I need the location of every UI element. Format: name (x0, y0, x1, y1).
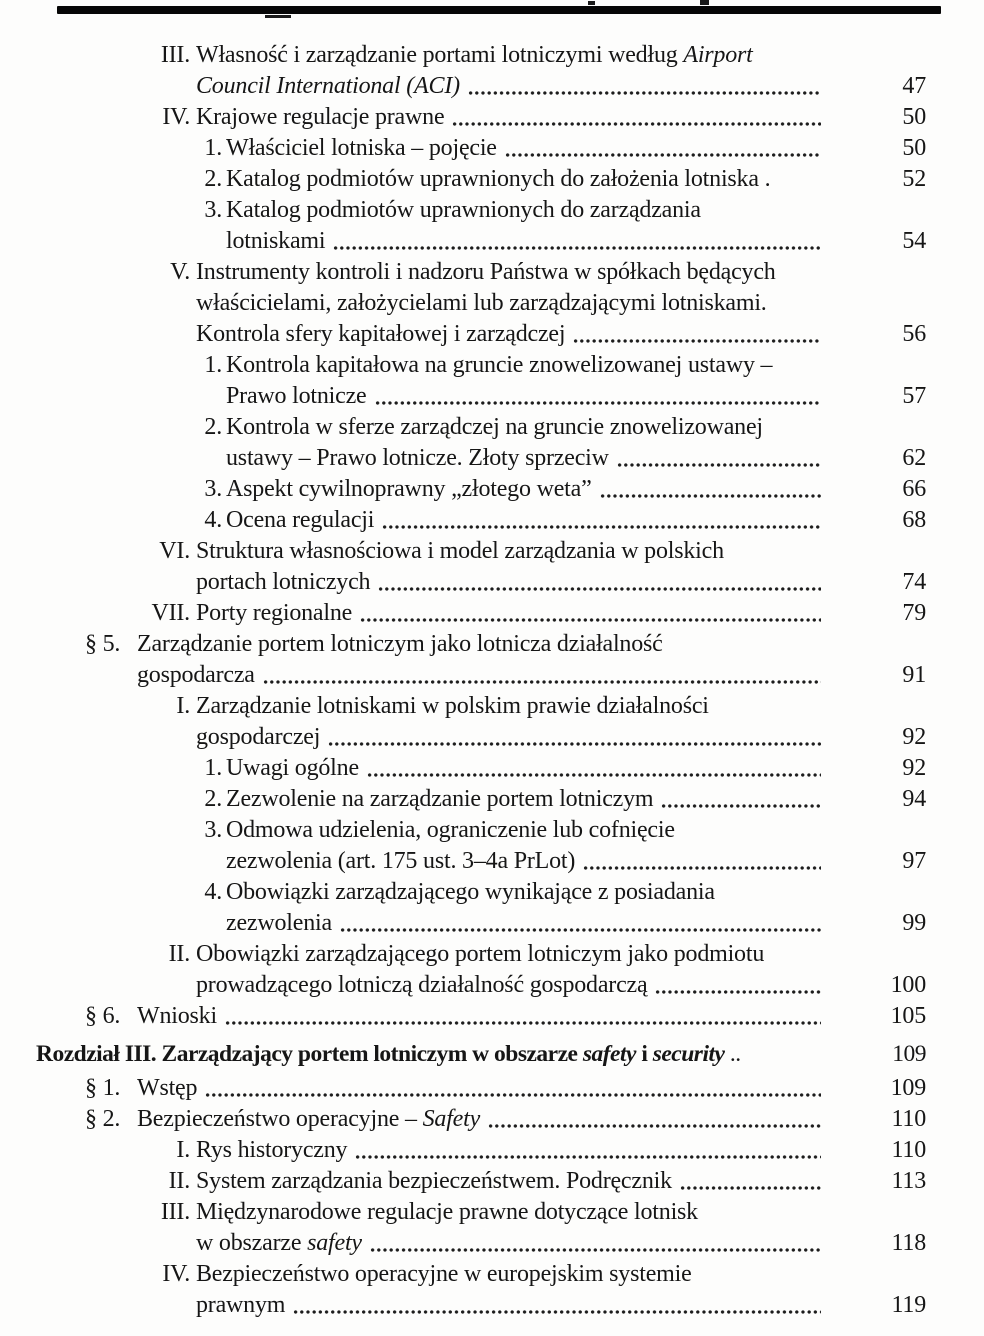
toc-row (36, 722, 926, 753)
toc-item-title (226, 226, 325, 257)
toc-row (36, 877, 926, 908)
toc-row (36, 1104, 926, 1135)
toc-title-segment: właścicielami, założycielami lub zarządzającymi lotniskami. (196, 290, 767, 316)
toc-row (36, 1135, 926, 1166)
dotted-leader (370, 1247, 821, 1253)
toc-title-segment: Ocena regulacji (226, 507, 375, 533)
toc-item-marker: IV. (162, 104, 190, 130)
dotted-leader (360, 617, 821, 623)
toc-item-marker: 2. (204, 166, 222, 192)
toc-title-segment: zezwolenia (226, 910, 332, 936)
toc-item-title (137, 629, 663, 660)
toc-row (36, 164, 926, 195)
toc-item-marker: 3. (204, 197, 222, 223)
toc-title-segment: Odmowa udzielenia, ograniczenie lub cofnięcie (226, 817, 675, 843)
toc-item-title (226, 753, 359, 784)
toc-title-segment: portach lotniczych (196, 569, 371, 595)
toc-item-title (226, 908, 332, 939)
dotted-leader (573, 338, 821, 344)
dotted-leader (488, 1123, 821, 1129)
page-number: 118 (891, 1230, 926, 1256)
table-of-contents (36, 40, 926, 1321)
toc-item-marker: 4. (204, 507, 222, 533)
toc-title-segment: prowadzącego lotniczą działalność gospodarczą (196, 972, 648, 998)
toc-title-segment: gospodarcza (137, 662, 255, 688)
dotted-leader (661, 803, 821, 809)
toc-item-title (196, 567, 370, 598)
page-number: 79 (902, 600, 926, 626)
dotted-leader (382, 524, 821, 530)
page-number: 109 (892, 1041, 926, 1067)
page-number: 100 (890, 972, 926, 998)
toc-row (36, 784, 926, 815)
toc-title-segment: Council International (ACI) (196, 73, 460, 99)
dotted-leader (600, 493, 821, 499)
page-number: 113 (891, 1168, 926, 1194)
toc-item-marker: § 1. (85, 1075, 121, 1101)
toc-title-segment: Bezpieczeństwo operacyjne – (137, 1106, 423, 1132)
page-number: 94 (902, 786, 926, 812)
toc-row (36, 319, 926, 350)
toc-item-marker: I. (176, 1137, 190, 1163)
toc-row (36, 40, 926, 71)
toc-item-marker: 3. (204, 817, 222, 843)
toc-title-segment: safety (582, 1041, 636, 1067)
page-number: 97 (902, 848, 926, 874)
toc-title-segment: Airport (683, 42, 753, 68)
toc-row (36, 443, 926, 474)
toc-title-segment: Aspekt cywilnoprawny „złotego weta” (226, 476, 592, 502)
toc-row (36, 846, 926, 877)
toc-row (36, 102, 926, 133)
page-number: 91 (902, 662, 926, 688)
toc-item-title (226, 381, 367, 412)
toc-item-title (36, 1039, 741, 1070)
toc-row (36, 474, 926, 505)
toc-title-segment: Uwagi ogólne (226, 755, 359, 781)
toc-title-segment: Kontrola kapitałowa na gruncie znowelizowanej ustawy – (226, 352, 773, 378)
leader-spacer (749, 1058, 821, 1064)
dotted-leader (505, 152, 821, 158)
toc-item-marker: 2. (204, 786, 222, 812)
toc-row (36, 226, 926, 257)
toc-row (36, 536, 926, 567)
page-number: 110 (891, 1137, 926, 1163)
page-number: 50 (902, 135, 926, 161)
page-number: 110 (891, 1106, 926, 1132)
toc-row (36, 1001, 926, 1032)
page-number: 50 (902, 104, 926, 130)
page-number: 47 (902, 73, 926, 99)
toc-row (36, 1166, 926, 1197)
toc-row (36, 1073, 926, 1104)
toc-item-title (196, 1197, 698, 1228)
toc-title-segment: Wstęp (137, 1075, 198, 1101)
toc-item-title (196, 102, 444, 133)
toc-title-segment: Rozdział III. Zarządzający portem lotniczym w obszarze (36, 1041, 583, 1067)
toc-item-marker: 1. (204, 135, 222, 161)
toc-item-marker: § 6. (85, 1003, 121, 1029)
toc-item-title (196, 288, 767, 319)
toc-row (36, 567, 926, 598)
toc-title-segment: zezwolenia (art. 175 ust. 3–4a PrLot) (226, 848, 576, 874)
toc-row (36, 1259, 926, 1290)
toc-row (36, 970, 926, 1001)
toc-item-marker: 4. (204, 879, 222, 905)
leader-spacer (778, 183, 821, 189)
toc-row (36, 288, 926, 319)
toc-row (36, 598, 926, 629)
dotted-leader (680, 1185, 821, 1191)
toc-title-segment: Międzynarodowe regulacje prawne dotyczące lotnisk (196, 1199, 698, 1225)
scan-artifact (265, 15, 291, 18)
toc-title-segment: i (635, 1041, 653, 1067)
toc-item-title (196, 319, 565, 350)
toc-item-title (226, 443, 609, 474)
toc-row (36, 1290, 926, 1321)
toc-item-title (226, 133, 497, 164)
dotted-leader (293, 1309, 821, 1315)
toc-row (36, 1039, 926, 1070)
toc-title-segment: prawnym (196, 1292, 286, 1318)
toc-item-title (196, 1166, 672, 1197)
toc-item-title (196, 691, 709, 722)
toc-row (36, 939, 926, 970)
toc-title-segment: Obowiązki zarządzającego portem lotniczym jako podmiotu (196, 941, 765, 967)
toc-row (36, 71, 926, 102)
dotted-leader (355, 1154, 821, 1160)
toc-item-title (196, 536, 724, 567)
toc-title-segment: Wnioski (137, 1003, 217, 1029)
dotted-leader (333, 245, 821, 251)
toc-item-title (196, 1290, 285, 1321)
toc-item-marker: II. (168, 1168, 190, 1194)
page-number: 119 (891, 1292, 926, 1318)
toc-row (36, 1228, 926, 1259)
toc-title-segment: Zarządzanie lotniskami w polskim prawie działalności (196, 693, 709, 719)
dotted-leader (205, 1092, 821, 1098)
toc-row (36, 691, 926, 722)
toc-title-segment: Bezpieczeństwo operacyjne w europejskim systemie (196, 1261, 692, 1287)
toc-item-title (196, 1259, 692, 1290)
toc-title-segment: Kontrola sfery kapitałowej i zarządczej (196, 321, 566, 347)
toc-row (36, 908, 926, 939)
page-number: 54 (902, 228, 926, 254)
toc-row (36, 753, 926, 784)
toc-item-marker: V. (170, 259, 190, 285)
page-number: 57 (902, 383, 926, 409)
toc-item-title (196, 1135, 347, 1166)
toc-title-segment: Katalog podmiotów uprawnionych do zarządzania (226, 197, 701, 223)
page-number: 62 (902, 445, 926, 471)
toc-title-segment: Krajowe regulacje prawne (196, 104, 445, 130)
toc-item-title (226, 474, 592, 505)
toc-item-title (137, 1073, 197, 1104)
page-number: 74 (902, 569, 926, 595)
toc-item-title (196, 939, 764, 970)
toc-item-marker: VI. (159, 538, 190, 564)
toc-title-segment: Safety (422, 1106, 481, 1132)
toc-title-segment: Katalog podmiotów uprawnionych do założenia lotniska . (226, 166, 771, 192)
dotted-leader (583, 865, 821, 871)
toc-item-marker: § 2. (85, 1106, 121, 1132)
toc-row (36, 505, 926, 536)
scan-artifact (588, 1, 595, 5)
toc-item-marker: § 5. (85, 631, 121, 657)
toc-title-segment: System zarządzania bezpieczeństwem. Podręcznik (196, 1168, 672, 1194)
page-number: 66 (902, 476, 926, 502)
toc-item-marker: III. (160, 1199, 190, 1225)
toc-item-title (196, 1228, 362, 1259)
toc-row (36, 133, 926, 164)
dotted-leader (617, 462, 821, 468)
dotted-leader (263, 679, 821, 685)
dotted-leader (367, 772, 821, 778)
toc-title-segment: .. (724, 1041, 741, 1067)
toc-item-title (226, 350, 772, 381)
toc-item-title (196, 722, 320, 753)
toc-item-title (226, 784, 653, 815)
toc-item-title (196, 71, 460, 102)
toc-title-segment: Rys historyczny (196, 1137, 348, 1163)
dotted-leader (225, 1020, 821, 1026)
toc-row (36, 1197, 926, 1228)
dotted-leader (468, 90, 821, 96)
toc-row (36, 350, 926, 381)
toc-title-segment: Zarządzanie portem lotniczym jako lotnicza działalność (137, 631, 663, 657)
top-rule (57, 6, 941, 14)
toc-item-title (226, 815, 675, 846)
toc-title-segment: Struktura własnościowa i model zarządzania w polskich (196, 538, 724, 564)
toc-item-title (226, 195, 701, 226)
toc-item-marker: II. (168, 941, 190, 967)
toc-item-marker: 1. (204, 352, 222, 378)
page-number: 68 (902, 507, 926, 533)
page-number: 92 (902, 755, 926, 781)
toc-item-title (226, 412, 763, 443)
toc-item-title (137, 1001, 217, 1032)
toc-title-segment: Kontrola w sferze zarządczej na gruncie znowelizowanej (226, 414, 763, 440)
toc-title-segment: ustawy – Prawo lotnicze. Złoty sprzeciw (226, 445, 609, 471)
toc-item-title (226, 505, 374, 536)
dotted-leader (452, 121, 821, 127)
toc-title-segment: Instrumenty kontroli i nadzoru Państwa w spółkach będących (196, 259, 776, 285)
page-number: 92 (902, 724, 926, 750)
toc-item-title (137, 1104, 480, 1135)
toc-title-segment: gospodarczej (196, 724, 321, 750)
page-number: 56 (902, 321, 926, 347)
page-number: 105 (890, 1003, 926, 1029)
dotted-leader (328, 741, 821, 747)
toc-item-marker: 1. (204, 755, 222, 781)
toc-item-marker: 3. (204, 476, 222, 502)
toc-item-marker: I. (176, 693, 190, 719)
page-number: 109 (890, 1075, 926, 1101)
toc-title-segment: Prawo lotnicze (226, 383, 367, 409)
toc-title-segment: safety (307, 1230, 362, 1256)
page-number: 52 (902, 166, 926, 192)
toc-item-marker: III. (160, 42, 190, 68)
toc-item-title (196, 40, 753, 71)
toc-item-title (196, 257, 776, 288)
toc-item-marker: 2. (204, 414, 222, 440)
toc-title-segment: Zezwolenie na zarządzanie portem lotniczym (226, 786, 654, 812)
dotted-leader (375, 400, 822, 406)
toc-item-title (226, 164, 770, 195)
dotted-leader (340, 927, 821, 933)
toc-row (36, 815, 926, 846)
toc-title-segment: Porty regionalne (196, 600, 353, 626)
toc-item-marker: IV. (162, 1261, 190, 1287)
toc-title-segment: Obowiązki zarządzającego wynikające z posiadania (226, 879, 715, 905)
toc-row (36, 195, 926, 226)
dotted-leader (378, 586, 821, 592)
toc-item-title (196, 598, 352, 629)
dotted-leader (655, 989, 821, 995)
toc-row (36, 629, 926, 660)
toc-item-title (226, 846, 575, 877)
toc-item-marker: VII. (151, 600, 190, 626)
toc-item-title (196, 970, 647, 1001)
toc-row (36, 660, 926, 691)
toc-row (36, 257, 926, 288)
toc-title-segment: Właściciel lotniska – pojęcie (226, 135, 497, 161)
toc-title-segment: Własność i zarządzanie portami lotniczymi według (196, 42, 684, 68)
toc-title-segment: security (652, 1041, 725, 1067)
toc-item-title (137, 660, 255, 691)
toc-title-segment: w obszarze (196, 1230, 308, 1256)
scan-artifact (700, 0, 709, 5)
toc-title-segment: lotniskami (226, 228, 326, 254)
toc-row (36, 381, 926, 412)
toc-item-title (226, 877, 715, 908)
page-number: 99 (902, 910, 926, 936)
toc-row (36, 412, 926, 443)
